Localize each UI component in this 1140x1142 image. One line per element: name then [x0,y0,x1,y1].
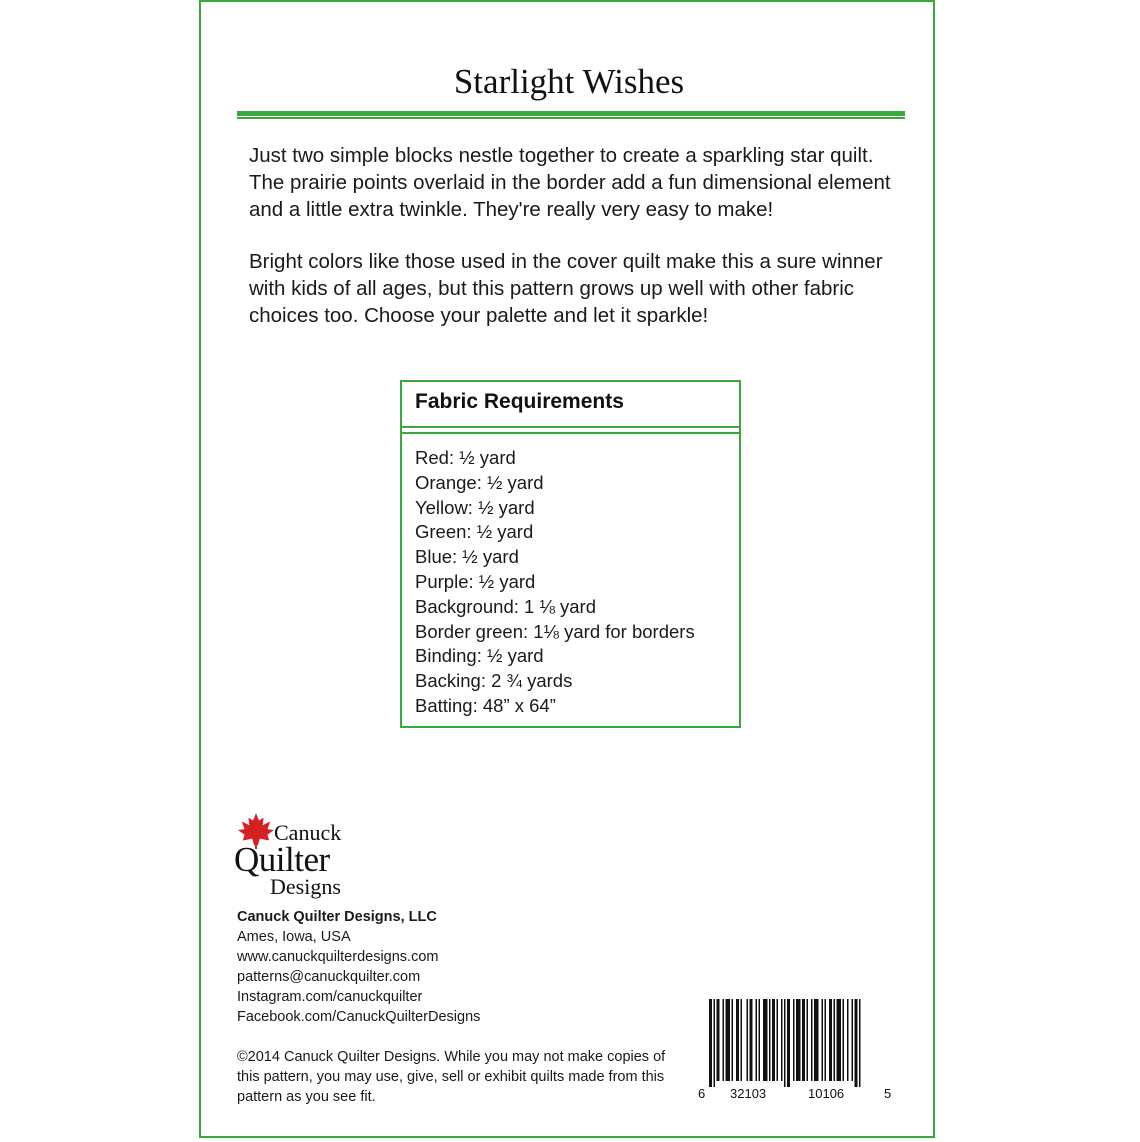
title-divider [237,111,905,119]
fabric-item: Background: 1 ⅛ yard [415,595,596,617]
company-instagram[interactable]: Instagram.com/canuckquilter [237,989,423,1005]
fabric-requirements-box [400,380,741,728]
description-paragraph-1: Just two simple blocks nestle together to create a sparkling star quilt. The prairie points overlaid in the border add a fun dimensional element and a little extra twinkle. They're really very easy to make! [249,144,891,221]
company-email[interactable]: patterns@canuckquilter.com [237,969,421,985]
company-location: Ames, Iowa, USA [237,929,351,945]
company-logo [234,810,364,902]
fabric-requirements-header [402,382,739,428]
fabric-item: Batting: 48” x 64” [415,694,556,716]
barcode-digit-4: 5 [884,1086,892,1101]
description-paragraph-2: Bright colors like those used in the cover quilt make this a sure winner with kids of all ages, but this pattern grows up well with other fabric choices too. Choose your palette and let it sparkle! [249,250,883,327]
fabric-item: Green: ½ yard [415,521,534,543]
company-website[interactable]: www.canuckquilterdesigns.com [237,949,439,965]
barcode [697,997,897,1107]
barcode-digits-2: 32103 [730,1086,767,1101]
logo-word-quilter: Quilter [234,840,330,879]
fabric-item: Backing: 2 ¾ yards [415,670,573,692]
barcode-digits-3: 10106 [808,1086,845,1101]
fabric-item: Red: ½ yard [415,447,516,468]
fabric-item: Purple: ½ yard [415,570,536,592]
fabric-item: Yellow: ½ yard [415,496,535,518]
barcode-digit-1: 6 [698,1086,706,1101]
fabric-item: Blue: ½ yard [415,546,519,568]
fabric-item: Border green: 1⅛ yard for borders [415,620,695,642]
fabric-requirements-heading: Fabric Requirements [415,390,624,413]
fabric-item: Orange: ½ yard [415,471,544,493]
fabric-list [402,434,739,719]
copyright-notice: ©2014 Canuck Quilter Designs. While you may not make copies of this pattern, you may use, give, sell or exhibit quilts made from this pattern as you see fit. [237,1049,666,1105]
barcode-bars [697,997,897,1089]
company-info [237,907,480,1027]
company-name: Canuck Quilter Designs, LLC [237,909,437,925]
logo-word-canuck: Canuck [274,820,342,845]
fabric-item: Binding: ½ yard [415,645,544,667]
company-facebook[interactable]: Facebook.com/CanuckQuilterDesigns [237,1009,481,1025]
pattern-title: Starlight Wishes [453,62,685,101]
logo-word-designs: Designs [270,874,341,899]
